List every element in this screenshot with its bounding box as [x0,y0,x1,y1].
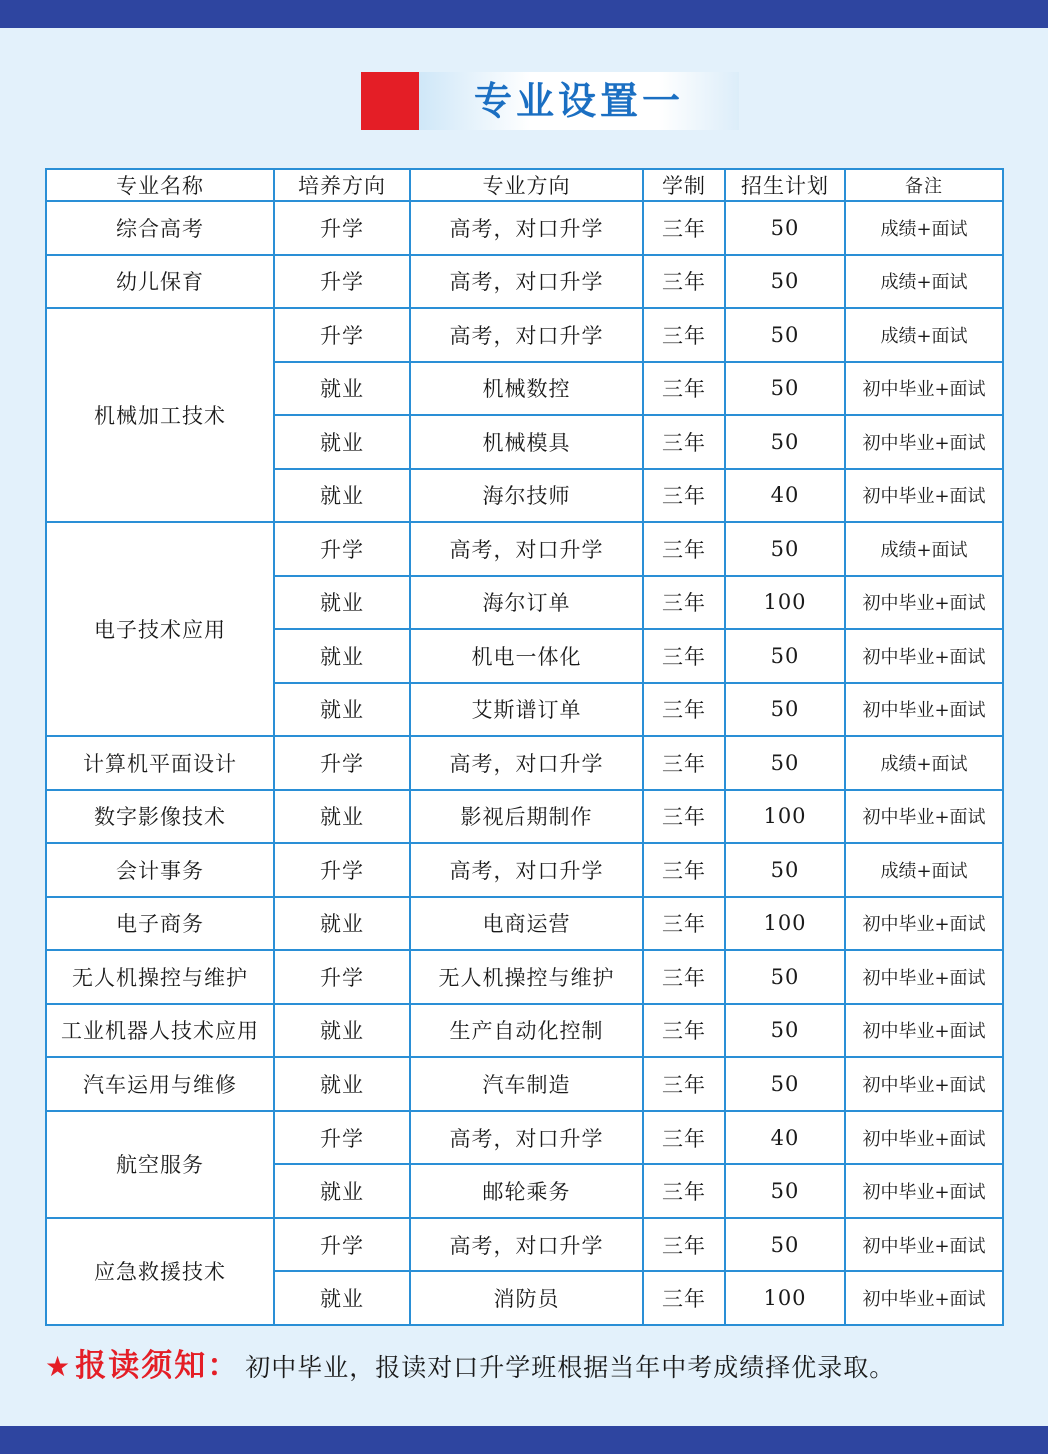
track-cell: 就业 [274,576,410,630]
note-cell: 初中毕业+面试 [845,1111,1003,1165]
duration-cell: 三年 [643,1164,725,1218]
duration-cell: 三年 [643,255,725,309]
top-decor-bar [0,0,1048,28]
track-cell: 升学 [274,308,410,362]
duration-cell: 三年 [643,843,725,897]
notice-label: 报读须知： [75,1348,241,1384]
major-name-cell: 无人机操控与维护 [46,950,274,1004]
quota-cell: 50 [725,1218,845,1272]
quota-cell: 100 [725,576,845,630]
direction-cell: 海尔技师 [410,469,643,523]
track-cell: 升学 [274,201,410,255]
track-cell: 升学 [274,1111,410,1165]
enrollment-notice [45,1344,1015,1388]
direction-cell: 影视后期制作 [410,790,643,844]
note-cell: 初中毕业+面试 [845,1004,1003,1058]
track-cell: 就业 [274,1004,410,1058]
note-cell: 初中毕业+面试 [845,362,1003,416]
direction-cell: 邮轮乘务 [410,1164,643,1218]
direction-cell: 消防员 [410,1271,643,1325]
track-cell: 就业 [274,469,410,523]
star-icon: ★ [45,1350,71,1383]
major-name-cell: 数字影像技术 [46,790,274,844]
note-cell: 初中毕业+面试 [845,897,1003,951]
notice-text: 初中毕业，报读对口升学班根据当年中考成绩择优录取。 [245,1353,896,1382]
direction-cell: 生产自动化控制 [410,1004,643,1058]
table-row [46,1057,1003,1111]
quota-cell: 50 [725,1164,845,1218]
column-header: 培养方向 [274,169,410,201]
note-cell: 成绩+面试 [845,736,1003,790]
direction-cell: 高考，对口升学 [410,201,643,255]
note-cell: 成绩+面试 [845,308,1003,362]
quota-cell: 50 [725,415,845,469]
duration-cell: 三年 [643,308,725,362]
direction-cell: 高考，对口升学 [410,843,643,897]
column-header: 专业名称 [46,169,274,201]
section-title-banner [361,72,739,130]
table-row [46,790,1003,844]
quota-cell: 50 [725,736,845,790]
duration-cell: 三年 [643,469,725,523]
quota-cell: 50 [725,1004,845,1058]
quota-cell: 50 [725,683,845,737]
duration-cell: 三年 [643,1004,725,1058]
duration-cell: 三年 [643,629,725,683]
duration-cell: 三年 [643,897,725,951]
table-row [46,843,1003,897]
major-name-cell: 工业机器人技术应用 [46,1004,274,1058]
direction-cell: 高考，对口升学 [410,736,643,790]
table-row [46,255,1003,309]
note-cell: 初中毕业+面试 [845,1164,1003,1218]
quota-cell: 100 [725,790,845,844]
column-header: 招生计划 [725,169,845,201]
major-name-cell: 电子技术应用 [46,522,274,736]
quota-cell: 40 [725,1111,845,1165]
note-cell: 成绩+面试 [845,201,1003,255]
direction-cell: 艾斯谱订单 [410,683,643,737]
page-title: 专业设置一 [473,79,684,123]
quota-cell: 50 [725,1057,845,1111]
direction-cell: 高考，对口升学 [410,255,643,309]
table-row [46,201,1003,255]
duration-cell: 三年 [643,1057,725,1111]
track-cell: 就业 [274,629,410,683]
majors-table [45,168,1004,1326]
table-row [46,1111,1003,1165]
note-cell: 初中毕业+面试 [845,683,1003,737]
major-name-cell: 航空服务 [46,1111,274,1218]
major-name-cell: 会计事务 [46,843,274,897]
table-row [46,950,1003,1004]
duration-cell: 三年 [643,576,725,630]
table-row [46,522,1003,576]
duration-cell: 三年 [643,683,725,737]
column-header: 学制 [643,169,725,201]
direction-cell: 高考，对口升学 [410,522,643,576]
quota-cell: 50 [725,843,845,897]
quota-cell: 50 [725,950,845,1004]
column-header: 备注 [845,169,1003,201]
table-row [46,897,1003,951]
track-cell: 升学 [274,255,410,309]
table-row [46,1218,1003,1272]
major-name-cell: 汽车运用与维修 [46,1057,274,1111]
header-row [46,169,1003,201]
quota-cell: 40 [725,469,845,523]
note-cell: 成绩+面试 [845,522,1003,576]
note-cell: 初中毕业+面试 [845,790,1003,844]
track-cell: 升学 [274,522,410,576]
table-row [46,308,1003,362]
major-name-cell: 应急救援技术 [46,1218,274,1325]
track-cell: 就业 [274,1271,410,1325]
track-cell: 就业 [274,1164,410,1218]
table-row [46,736,1003,790]
major-name-cell: 机械加工技术 [46,308,274,522]
track-cell: 就业 [274,1057,410,1111]
duration-cell: 三年 [643,736,725,790]
direction-cell: 高考，对口升学 [410,1111,643,1165]
major-name-cell: 综合高考 [46,201,274,255]
quota-cell: 100 [725,897,845,951]
direction-cell: 机电一体化 [410,629,643,683]
duration-cell: 三年 [643,522,725,576]
note-cell: 初中毕业+面试 [845,950,1003,1004]
note-cell: 成绩+面试 [845,255,1003,309]
note-cell: 初中毕业+面试 [845,415,1003,469]
note-cell: 初中毕业+面试 [845,576,1003,630]
direction-cell: 机械模具 [410,415,643,469]
note-cell: 初中毕业+面试 [845,469,1003,523]
direction-cell: 电商运营 [410,897,643,951]
table-row [46,1004,1003,1058]
major-name-cell: 计算机平面设计 [46,736,274,790]
column-header: 专业方向 [410,169,643,201]
note-cell: 初中毕业+面试 [845,1271,1003,1325]
note-cell: 初中毕业+面试 [845,629,1003,683]
track-cell: 升学 [274,843,410,897]
duration-cell: 三年 [643,362,725,416]
title-red-block [361,72,419,130]
quota-cell: 50 [725,522,845,576]
quota-cell: 50 [725,255,845,309]
note-cell: 初中毕业+面试 [845,1057,1003,1111]
track-cell: 就业 [274,415,410,469]
duration-cell: 三年 [643,1271,725,1325]
quota-cell: 50 [725,308,845,362]
track-cell: 就业 [274,790,410,844]
quota-cell: 50 [725,201,845,255]
track-cell: 就业 [274,362,410,416]
quota-cell: 50 [725,362,845,416]
quota-cell: 100 [725,1271,845,1325]
track-cell: 就业 [274,683,410,737]
direction-cell: 机械数控 [410,362,643,416]
quota-cell: 50 [725,629,845,683]
note-cell: 初中毕业+面试 [845,1218,1003,1272]
duration-cell: 三年 [643,1218,725,1272]
duration-cell: 三年 [643,1111,725,1165]
duration-cell: 三年 [643,415,725,469]
note-cell: 成绩+面试 [845,843,1003,897]
direction-cell: 汽车制造 [410,1057,643,1111]
direction-cell: 高考，对口升学 [410,1218,643,1272]
direction-cell: 无人机操控与维护 [410,950,643,1004]
direction-cell: 高考，对口升学 [410,308,643,362]
major-name-cell: 幼儿保育 [46,255,274,309]
duration-cell: 三年 [643,201,725,255]
duration-cell: 三年 [643,790,725,844]
track-cell: 升学 [274,1218,410,1272]
track-cell: 升学 [274,950,410,1004]
track-cell: 升学 [274,736,410,790]
bottom-decor-bar [0,1426,1048,1454]
major-name-cell: 电子商务 [46,897,274,951]
direction-cell: 海尔订单 [410,576,643,630]
duration-cell: 三年 [643,950,725,1004]
track-cell: 就业 [274,897,410,951]
